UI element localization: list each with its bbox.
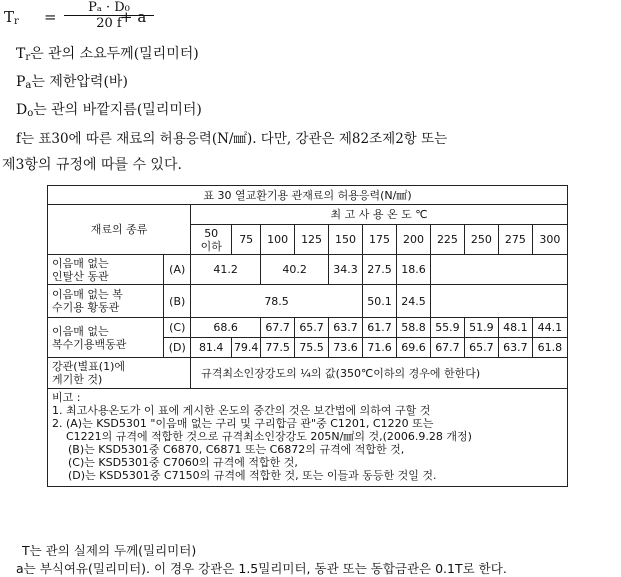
material-code: (A): [164, 255, 191, 285]
temp-header: 300: [532, 225, 567, 255]
definition-f-continued: 제3항의 규정에 따를 수 있다.: [2, 157, 182, 173]
stress-value: 34.3: [329, 255, 363, 285]
formula-equals: =: [44, 8, 57, 26]
stress-value: 75.5: [295, 338, 329, 358]
stress-value: 77.5: [261, 338, 295, 358]
definition-pa: $P_a$는 제한압력(바): [16, 74, 128, 91]
note-line: (C)는 KSD5301중 C7060의 규격에 적합한 것,: [68, 456, 298, 469]
footer-t-definition: T는 관의 실제의 두께(밀리미터): [22, 543, 197, 558]
stress-value: 63.7: [329, 318, 363, 338]
temp-header: 100: [261, 225, 295, 255]
temp-header: 75: [232, 225, 261, 255]
note-line: 1. 최고사용온도가 이 표에 게시한 온도의 중간의 것은 보간법에 의하여 구할 것: [52, 404, 431, 417]
stress-value: 41.2: [191, 255, 261, 285]
stress-value: 61.7: [363, 318, 397, 338]
stress-value: 51.9: [464, 318, 498, 338]
stress-value: 68.6: [191, 318, 261, 338]
formula: [0, 0, 621, 34]
empty-cell: [430, 255, 567, 285]
temp-header: 250: [464, 225, 498, 255]
formula-denominator: 20 f: [96, 16, 122, 31]
definition-tr: $T_r$은 관의 소요두께(밀리미터): [16, 46, 199, 63]
header-material-type: 재료의 종류: [48, 205, 191, 255]
material-code: (B): [164, 285, 191, 318]
note-line: (D)는 KSD5301중 C7150의 규격에 적합한 것, 또는 이들과 동등한 것일 것.: [68, 469, 437, 482]
stress-value: 18.6: [396, 255, 430, 285]
stress-value: 63.7: [498, 338, 532, 358]
stress-value: 65.7: [295, 318, 329, 338]
steel-stress-rule: 규격최소인장강도의 ¼의 값(350℃이하의 경우에 한한다): [191, 358, 568, 389]
stress-value: 24.5: [396, 285, 430, 318]
material-name: 이음매 없는 복수기용백동관: [48, 318, 164, 358]
stress-value: 27.5: [363, 255, 397, 285]
note-line: (B)는 KSD5301중 C6870, C6871 또는 C6872의 규격에 적합한 것,: [68, 443, 405, 456]
stress-value: 67.7: [261, 318, 295, 338]
formula-plus-a: + a: [120, 8, 147, 26]
note-line: C1221의 규격에 적합한 것으로 규격최소인장강도 205N/㎟의 것,(2006.9.28 개정): [66, 430, 472, 443]
temp-header: 225: [430, 225, 464, 255]
header-max-temperature: 최 고 사 용 온 도 ℃: [191, 205, 568, 225]
stress-value: 78.5: [191, 285, 363, 318]
stress-value: 69.6: [396, 338, 430, 358]
table-caption: 표 30 열교환기용 관재료의 허용응력(N/㎟): [48, 186, 568, 205]
stress-value: 79.4: [232, 338, 261, 358]
material-code: (C): [164, 318, 191, 338]
stress-value: 81.4: [191, 338, 232, 358]
material-code: (D): [164, 338, 191, 358]
stress-value: 50.1: [363, 285, 397, 318]
definition-f: f는 표30에 따른 재료의 허용응력(N/㎟). 다만, 강관은 제82조제2항 또는: [16, 131, 448, 147]
formula-lhs: $T_r$: [4, 8, 19, 27]
temp-header: 125: [295, 225, 329, 255]
stress-value: 48.1: [498, 318, 532, 338]
table-notes: [48, 389, 568, 487]
stress-value: 55.9: [430, 318, 464, 338]
stress-value: 61.8: [532, 338, 567, 358]
temp-header: 50 이하: [191, 225, 232, 255]
temp-header: 175: [363, 225, 397, 255]
temp-header: 150: [329, 225, 363, 255]
stress-value: 67.7: [430, 338, 464, 358]
stress-value: 40.2: [261, 255, 329, 285]
note-line: 2. (A)는 KSD5301 "이음매 없는 구리 및 구리합금 관"중 C1201, C1220 또는: [52, 417, 434, 430]
material-name: 강관(별표(1)에 게기한 것): [48, 358, 191, 389]
footer-a-definition: a는 부식여유(밀리미터). 이 경우 강관은 1.5밀리미터, 동관 또는 동합금관은 0.1T로 한다.: [16, 561, 507, 576]
allowable-stress-table: [47, 185, 568, 487]
stress-value: 58.8: [396, 318, 430, 338]
note-line: 비고 :: [52, 391, 81, 404]
empty-cell: [430, 285, 567, 318]
material-name: 이음매 없는 인탈산 동관: [48, 255, 164, 285]
stress-value: 65.7: [464, 338, 498, 358]
formula-numerator: Pₐ · D₀: [88, 0, 130, 15]
definition-do: $D_o$는 관의 바깥지름(밀리미터): [16, 102, 202, 119]
stress-value: 44.1: [532, 318, 567, 338]
temp-header: 200: [396, 225, 430, 255]
temp-header: 275: [498, 225, 532, 255]
material-name: 이음매 없는 복 수기용 황동관: [48, 285, 164, 318]
stress-value: 73.6: [329, 338, 363, 358]
stress-value: 71.6: [363, 338, 397, 358]
